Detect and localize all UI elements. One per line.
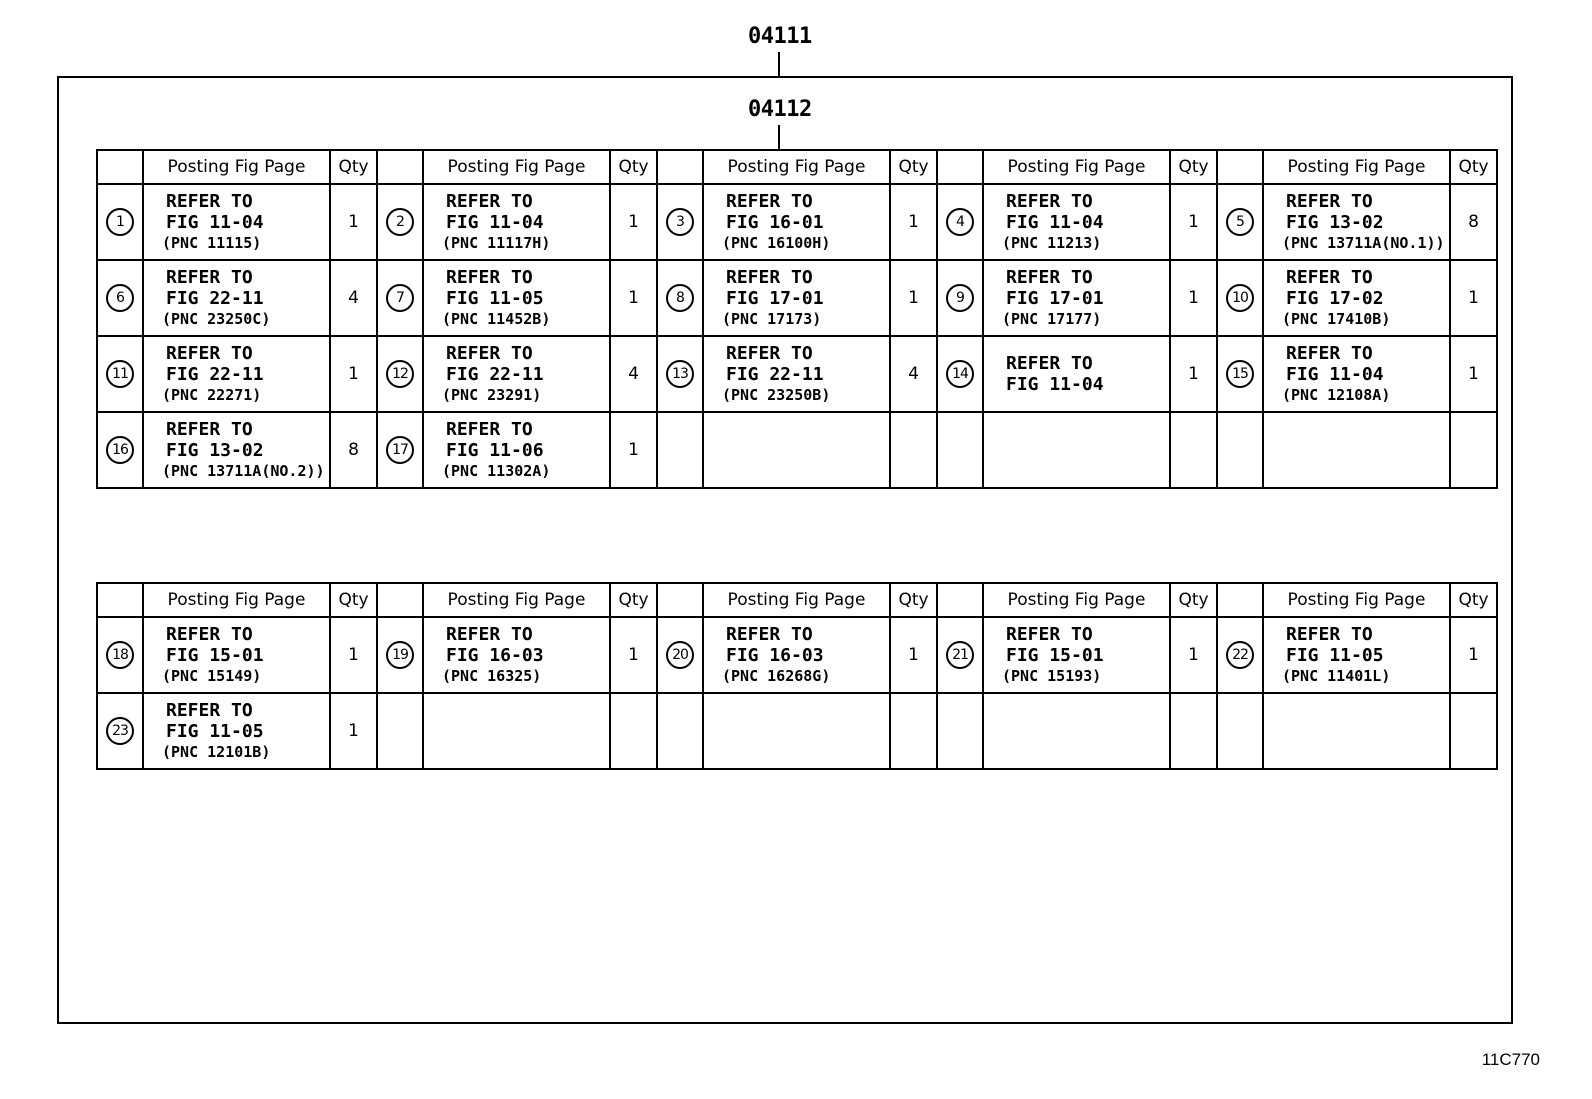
ref-number-cell	[97, 693, 143, 769]
posting-cell	[143, 412, 330, 488]
ref-number-cell	[97, 184, 143, 260]
posting-line-l1: REFER TO	[1006, 190, 1093, 212]
posting-line-l2: FIG 16-03	[446, 644, 544, 666]
posting-line-l1: REFER TO	[166, 623, 253, 645]
posting-reference	[1264, 267, 1449, 330]
header-qty: Qty	[610, 150, 657, 184]
header-qty: Qty	[610, 583, 657, 617]
ref-number-cell	[657, 260, 703, 336]
qty-cell	[610, 693, 657, 769]
posting-cell	[983, 412, 1170, 488]
qty-cell: 1	[1170, 260, 1217, 336]
posting-line-l1: REFER TO	[726, 190, 813, 212]
posting-reference	[144, 191, 329, 254]
ref-number-circle: 17	[386, 436, 414, 464]
posting-line-l3: (PNC 16100H)	[722, 233, 831, 252]
ref-number-cell	[97, 617, 143, 693]
posting-line-l3: (PNC 13711A(NO.1))	[1282, 233, 1445, 252]
header-qty: Qty	[890, 150, 937, 184]
header-qty: Qty	[890, 583, 937, 617]
posting-line-l2: FIG 17-01	[726, 287, 824, 309]
header-posting-fig-page: Posting Fig Page	[703, 150, 890, 184]
posting-cell	[703, 693, 890, 769]
qty-cell	[1170, 412, 1217, 488]
posting-reference	[144, 343, 329, 406]
posting-line-l2: FIG 17-01	[1006, 287, 1104, 309]
ref-number-cell	[97, 412, 143, 488]
posting-line-l1: REFER TO	[166, 418, 253, 440]
qty-cell: 1	[890, 617, 937, 693]
header-row	[97, 150, 1497, 184]
posting-reference	[984, 624, 1169, 687]
ref-number-circle: 18	[106, 641, 134, 669]
qty-cell	[1450, 412, 1497, 488]
posting-line-l1: REFER TO	[1286, 342, 1373, 364]
header-posting-fig-page: Posting Fig Page	[423, 583, 610, 617]
qty-cell: 1	[1450, 336, 1497, 412]
qty-cell: 1	[330, 617, 377, 693]
posting-line-l1: REFER TO	[1286, 266, 1373, 288]
ref-number-circle: 23	[106, 717, 134, 745]
ref-number-cell	[97, 260, 143, 336]
ref-number-cell	[377, 617, 423, 693]
ref-number-cell	[1217, 336, 1263, 412]
qty-cell: 1	[610, 260, 657, 336]
posting-cell	[1263, 336, 1450, 412]
header-num-blank	[937, 150, 983, 184]
posting-cell	[143, 336, 330, 412]
posting-line-l2: FIG 15-01	[166, 644, 264, 666]
ref-number-circle: 19	[386, 641, 414, 669]
posting-reference	[424, 343, 609, 406]
table-row	[97, 412, 1497, 488]
qty-cell: 8	[330, 412, 377, 488]
posting-line-l1: REFER TO	[726, 623, 813, 645]
posting-line-l1: REFER TO	[446, 266, 533, 288]
posting-line-l3: (PNC 12108A)	[1282, 385, 1391, 404]
posting-cell	[143, 260, 330, 336]
posting-line-l2: FIG 11-05	[1286, 644, 1384, 666]
ref-number-circle: 22	[1226, 641, 1254, 669]
ref-number-circle: 14	[946, 360, 974, 388]
posting-reference	[424, 419, 609, 482]
posting-line-l2: FIG 11-04	[1006, 211, 1104, 233]
posting-line-l3: (PNC 11213)	[1002, 233, 1102, 252]
ref-number-cell	[377, 260, 423, 336]
posting-cell	[143, 184, 330, 260]
posting-line-l3: (PNC 23250B)	[722, 385, 831, 404]
posting-reference	[424, 624, 609, 687]
ref-number-circle: 16	[106, 436, 134, 464]
qty-cell: 4	[610, 336, 657, 412]
ref-number-cell	[657, 617, 703, 693]
posting-line-l2: FIG 11-06	[446, 439, 544, 461]
ref-number-circle: 10	[1226, 284, 1254, 312]
ref-number-circle: 7	[386, 284, 414, 312]
posting-line-l1: REFER TO	[1286, 190, 1373, 212]
ref-number-cell	[1217, 184, 1263, 260]
posting-reference	[1264, 191, 1449, 254]
posting-line-l1: REFER TO	[726, 342, 813, 364]
ref-number-cell	[657, 693, 703, 769]
qty-cell: 1	[1170, 336, 1217, 412]
header-qty: Qty	[1170, 150, 1217, 184]
header-posting-fig-page: Posting Fig Page	[1263, 150, 1450, 184]
ref-number-circle: 3	[666, 208, 694, 236]
posting-line-l3: (PNC 16268G)	[722, 666, 831, 685]
ref-number-circle: 6	[106, 284, 134, 312]
posting-line-l3: (PNC 17177)	[1002, 309, 1102, 328]
posting-cell	[423, 412, 610, 488]
header-num-blank	[1217, 583, 1263, 617]
ref-number-cell	[937, 693, 983, 769]
posting-cell	[423, 184, 610, 260]
posting-reference	[984, 191, 1169, 254]
posting-cell	[1263, 412, 1450, 488]
posting-reference	[144, 419, 329, 482]
posting-reference	[424, 191, 609, 254]
header-qty: Qty	[1170, 583, 1217, 617]
posting-line-l2: FIG 11-04	[446, 211, 544, 233]
posting-line-l3: (PNC 11452B)	[442, 309, 551, 328]
posting-line-l2: FIG 11-04	[1286, 363, 1384, 385]
posting-line-l3: (PNC 11401L)	[1282, 666, 1391, 685]
assembly-label-04111: 04111	[748, 24, 812, 49]
ref-number-cell	[97, 336, 143, 412]
header-num-blank	[657, 583, 703, 617]
posting-reference	[704, 191, 889, 254]
table-row	[97, 260, 1497, 336]
posting-line-l2: FIG 22-11	[446, 363, 544, 385]
ref-number-circle: 5	[1226, 208, 1254, 236]
leader-line-04112	[778, 125, 780, 150]
qty-cell	[890, 693, 937, 769]
ref-number-circle: 20	[666, 641, 694, 669]
qty-cell	[890, 412, 937, 488]
table-row	[97, 693, 1497, 769]
ref-number-circle: 4	[946, 208, 974, 236]
posting-reference	[424, 267, 609, 330]
posting-line-l3: (PNC 15149)	[162, 666, 262, 685]
posting-cell	[423, 336, 610, 412]
qty-cell: 1	[330, 184, 377, 260]
posting-line-l1: REFER TO	[1006, 266, 1093, 288]
header-num-blank	[1217, 150, 1263, 184]
posting-line-l3: (PNC 23291)	[442, 385, 542, 404]
ref-number-cell	[937, 617, 983, 693]
ref-number-cell	[377, 412, 423, 488]
header-qty: Qty	[330, 150, 377, 184]
posting-reference	[984, 267, 1169, 330]
posting-line-l2: FIG 11-04	[166, 211, 264, 233]
qty-cell: 1	[890, 184, 937, 260]
header-posting-fig-page: Posting Fig Page	[143, 150, 330, 184]
parts-table-upper	[96, 149, 1498, 489]
ref-number-circle: 15	[1226, 360, 1254, 388]
header-num-blank	[937, 583, 983, 617]
posting-cell	[1263, 184, 1450, 260]
posting-line-l1: REFER TO	[166, 342, 253, 364]
header-row	[97, 583, 1497, 617]
posting-line-l1: REFER TO	[446, 190, 533, 212]
qty-cell	[1170, 693, 1217, 769]
ref-number-circle: 2	[386, 208, 414, 236]
posting-line-l3: (PNC 11117H)	[442, 233, 551, 252]
posting-line-l2: FIG 22-11	[166, 287, 264, 309]
posting-line-l2: FIG 13-02	[1286, 211, 1384, 233]
posting-line-l1: REFER TO	[1006, 353, 1093, 374]
header-posting-fig-page: Posting Fig Page	[983, 150, 1170, 184]
posting-reference	[144, 700, 329, 763]
posting-reference	[704, 624, 889, 687]
header-posting-fig-page: Posting Fig Page	[143, 583, 330, 617]
ref-number-cell	[937, 260, 983, 336]
posting-cell	[423, 617, 610, 693]
posting-reference	[704, 343, 889, 406]
posting-line-l2: FIG 16-01	[726, 211, 824, 233]
assembly-label-04112: 04112	[748, 97, 812, 122]
header-posting-fig-page: Posting Fig Page	[423, 150, 610, 184]
ref-number-circle: 11	[106, 360, 134, 388]
header-qty: Qty	[1450, 150, 1497, 184]
posting-cell	[983, 693, 1170, 769]
illustration-code: 11C770	[1481, 1050, 1540, 1069]
qty-cell: 4	[890, 336, 937, 412]
posting-line-l3: (PNC 13711A(NO.2))	[162, 461, 325, 480]
header-qty: Qty	[330, 583, 377, 617]
qty-cell	[1450, 693, 1497, 769]
qty-cell: 1	[610, 617, 657, 693]
posting-line-l2: FIG 13-02	[166, 439, 264, 461]
header-num-blank	[97, 150, 143, 184]
posting-line-l1: REFER TO	[1286, 623, 1373, 645]
posting-line-l1: REFER TO	[166, 190, 253, 212]
posting-line-l2: FIG 22-11	[726, 363, 824, 385]
qty-cell: 1	[330, 336, 377, 412]
ref-number-cell	[657, 184, 703, 260]
posting-line-l1: REFER TO	[166, 699, 253, 721]
posting-reference	[704, 267, 889, 330]
posting-line-l2: FIG 11-04	[1006, 374, 1104, 395]
ref-number-cell	[377, 336, 423, 412]
posting-line-l2: FIG 17-02	[1286, 287, 1384, 309]
table-row	[97, 336, 1497, 412]
qty-cell: 4	[330, 260, 377, 336]
qty-cell: 1	[1450, 260, 1497, 336]
qty-cell: 1	[1450, 617, 1497, 693]
leader-line-04111	[778, 52, 780, 76]
posting-reference	[144, 624, 329, 687]
qty-cell: 1	[330, 693, 377, 769]
header-posting-fig-page: Posting Fig Page	[983, 583, 1170, 617]
ref-number-cell	[1217, 693, 1263, 769]
posting-line-l1: REFER TO	[446, 342, 533, 364]
posting-line-l2: FIG 15-01	[1006, 644, 1104, 666]
ref-number-circle: 12	[386, 360, 414, 388]
ref-number-cell	[1217, 260, 1263, 336]
header-qty: Qty	[1450, 583, 1497, 617]
ref-number-cell	[937, 412, 983, 488]
posting-line-l3: (PNC 15193)	[1002, 666, 1102, 685]
qty-cell: 8	[1450, 184, 1497, 260]
ref-number-cell	[1217, 617, 1263, 693]
parts-table-lower	[96, 582, 1498, 770]
header-num-blank	[377, 583, 423, 617]
posting-line-l2: FIG 16-03	[726, 644, 824, 666]
posting-line-l3: (PNC 23250C)	[162, 309, 271, 328]
ref-number-circle: 8	[666, 284, 694, 312]
ref-number-cell	[937, 184, 983, 260]
posting-reference	[984, 353, 1169, 395]
posting-line-l2: FIG 11-05	[166, 720, 264, 742]
posting-cell	[423, 260, 610, 336]
posting-reference	[1264, 624, 1449, 687]
posting-line-l3: (PNC 11302A)	[442, 461, 551, 480]
qty-cell: 1	[890, 260, 937, 336]
ref-number-cell	[657, 336, 703, 412]
posting-line-l3: (PNC 22271)	[162, 385, 262, 404]
posting-line-l1: REFER TO	[726, 266, 813, 288]
posting-line-l3: (PNC 17173)	[722, 309, 822, 328]
ref-number-circle: 9	[946, 284, 974, 312]
ref-number-cell	[377, 693, 423, 769]
header-posting-fig-page: Posting Fig Page	[703, 583, 890, 617]
posting-cell	[1263, 617, 1450, 693]
posting-cell	[703, 260, 890, 336]
posting-line-l1: REFER TO	[1006, 623, 1093, 645]
posting-cell	[423, 693, 610, 769]
posting-reference	[1264, 343, 1449, 406]
posting-line-l3: (PNC 17410B)	[1282, 309, 1391, 328]
ref-number-cell	[1217, 412, 1263, 488]
posting-line-l3: (PNC 11115)	[162, 233, 262, 252]
ref-number-circle: 13	[666, 360, 694, 388]
qty-cell: 1	[610, 184, 657, 260]
posting-cell	[983, 336, 1170, 412]
posting-line-l2: FIG 22-11	[166, 363, 264, 385]
header-num-blank	[657, 150, 703, 184]
qty-cell: 1	[1170, 617, 1217, 693]
posting-line-l1: REFER TO	[446, 418, 533, 440]
posting-cell	[143, 693, 330, 769]
ref-number-cell	[937, 336, 983, 412]
qty-cell: 1	[610, 412, 657, 488]
posting-line-l2: FIG 11-05	[446, 287, 544, 309]
table-row	[97, 617, 1497, 693]
posting-cell	[983, 260, 1170, 336]
header-posting-fig-page: Posting Fig Page	[1263, 583, 1450, 617]
posting-cell	[983, 617, 1170, 693]
posting-cell	[703, 336, 890, 412]
posting-cell	[703, 617, 890, 693]
header-num-blank	[97, 583, 143, 617]
posting-reference	[144, 267, 329, 330]
qty-cell: 1	[1170, 184, 1217, 260]
table-row	[97, 184, 1497, 260]
ref-number-cell	[377, 184, 423, 260]
posting-cell	[703, 412, 890, 488]
posting-line-l3: (PNC 16325)	[442, 666, 542, 685]
ref-number-cell	[657, 412, 703, 488]
posting-cell	[703, 184, 890, 260]
posting-line-l3: (PNC 12101B)	[162, 742, 271, 761]
ref-number-circle: 1	[106, 208, 134, 236]
header-num-blank	[377, 150, 423, 184]
posting-cell	[1263, 693, 1450, 769]
posting-cell	[983, 184, 1170, 260]
posting-line-l1: REFER TO	[446, 623, 533, 645]
ref-number-circle: 21	[946, 641, 974, 669]
posting-cell	[1263, 260, 1450, 336]
posting-line-l1: REFER TO	[166, 266, 253, 288]
posting-cell	[143, 617, 330, 693]
